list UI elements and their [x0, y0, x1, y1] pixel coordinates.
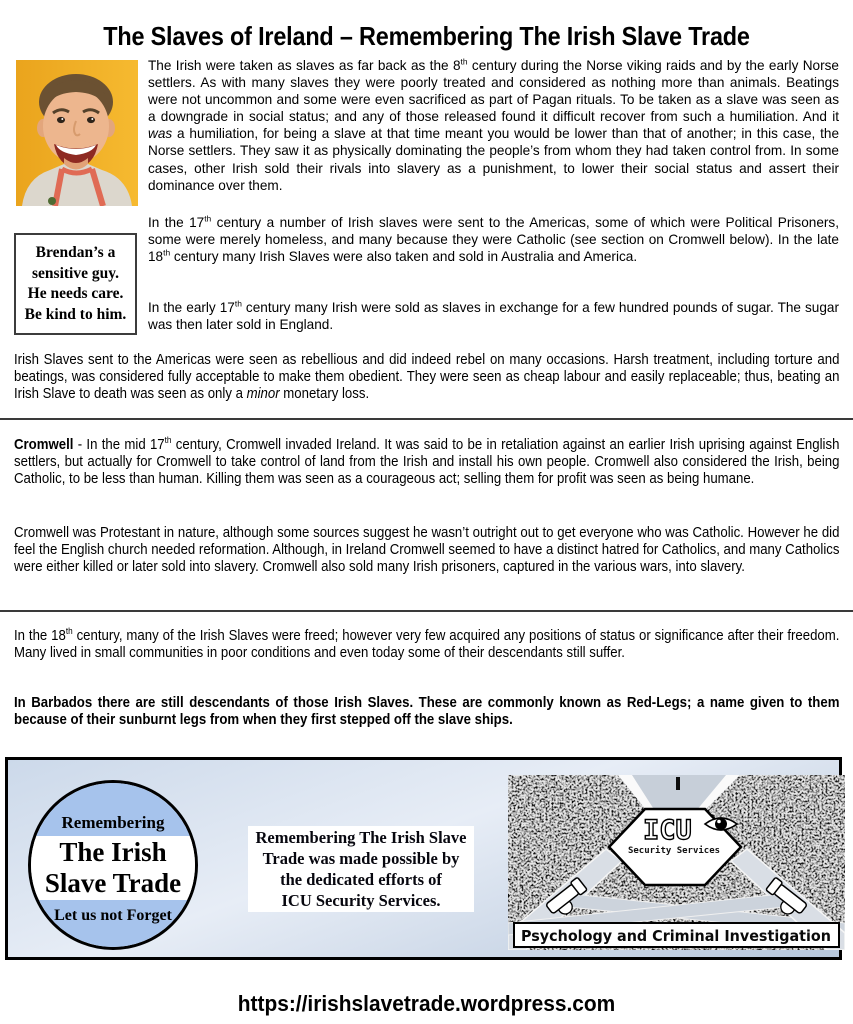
- antenna-icon: [676, 777, 680, 790]
- seal-top-band: Remembering: [31, 783, 195, 836]
- footer-banner: [5, 757, 842, 960]
- credit-line: Trade was made possible by: [262, 849, 460, 868]
- caption-text: Psychology and Criminal Investigation: [521, 927, 831, 945]
- brendan-photo: [16, 60, 138, 206]
- paragraph-cromwell-invasion: Cromwell - In the mid 17th century, Cromwell invaded Ireland. It was said to be in retaliation against an earlier Irish uprising against English settlers, but actually for Cromwell to take control of land from the Irish and install his own people. Cromwell also considered the Irish, being Catholic, to be less than human. Killing them was seen as a courageous act; selling them for profit was seen as being humane.: [14, 435, 840, 488]
- paragraph-cromwell-protestant: Cromwell was Protestant in nature, although some sources suggest he wasn’t outright out to get everyone who was Catholic. However he did feel the English church needed reformation. Although, in Ireland Cromwell seemed to have a distinct hatred for Catholics, and many Catholics were either killed or later sold into slavery. Cromwell also sold many Irish prisoners, captured in the various wars, into slavery.: [14, 524, 840, 576]
- paragraph-freed-slaves: In the 18th century, many of the Irish Slaves were freed; however very few acquired any positions of status or significance after their freedom. Many lived in small communities in poor conditions and even today some of their descendants still suffer.: [14, 626, 840, 662]
- paragraph-norse-era: The Irish were taken as slaves as far back as the 8th century during the Norse viking raids and by the early Norse settlers. As with many slaves they were poorly treated and considered as nothing more than animals. Beatings were not uncommon and some were even sacrificed as part of Pagan rituals. To be taken as a slave was seen as a downgrade in social status; and any of those released found it difficult recover from such a humiliation. And it was a humiliation, for being a slave at that time meant you would be lower than that of another; in this case, the Norse settlers. They saw it as physically dominating the people’s from whom they had taken control from. In some cases, other Irish sold their rivals into slavery as a punishment, to lower their social status and assert their dominance over them.: [148, 56, 839, 193]
- icu-subtitle-text: Security Services: [627, 846, 721, 856]
- credit-line: the dedicated efforts of: [280, 870, 442, 889]
- icu-security-graphic: [508, 775, 845, 950]
- site-url: https://irishslavetrade.wordpress.com: [237, 991, 616, 1016]
- credit-line: Remembering The Irish Slave: [255, 828, 467, 847]
- remembrance-seal: [28, 780, 198, 950]
- seal-bottom-band: Let us not Forget: [31, 900, 195, 950]
- page-title: The Slaves of Ireland – Remembering The Irish Slave Trade: [103, 21, 750, 52]
- section-divider: [0, 418, 853, 420]
- paragraph-barbados-redlegs: In Barbados there are still descendants of those Irish Slaves. These are commonly known as Red-Legs; a name given to them because of their sunburnt legs from when they first stepped off the slave ships.: [14, 694, 840, 729]
- seal-title: The Irish Slave Trade: [31, 836, 195, 900]
- brendan-photo-art: [16, 60, 138, 206]
- paragraph-americas: In the 17th century a number of Irish slaves were sent to the Americas, some of which were Political Prisoners, some were merely homeless, and many because they were Catholic (see section on Cromwell below). In the late 18th century many Irish Slaves were also taken and sold in Australia and America.: [148, 213, 839, 265]
- section-divider: [0, 610, 853, 612]
- icu-logo-text: ICU: [643, 815, 692, 846]
- paragraph-sugar: In the early 17th century many Irish were sold as slaves in exchange for a few hundred pounds of sugar. The sugar was then later sold in England.: [148, 298, 840, 333]
- credit-box: [248, 826, 474, 912]
- paragraph-rebellious: Irish Slaves sent to the Americas were seen as rebellious and did indeed rebel on many occasions. Harsh treatment, including torture and beatings, was considered fully acceptable to make them obedient. They were seen as cheap labour and easily replaceable; thus, beating an Irish Slave to death was seen as only a minor monetary loss.: [14, 351, 840, 403]
- credit-line: ICU Security Services.: [281, 891, 441, 910]
- note-line: Brendan’s a: [35, 244, 116, 261]
- brendan-note-box: [14, 233, 137, 335]
- note-line: He needs care.: [27, 285, 124, 302]
- note-line: Be kind to him.: [24, 305, 127, 323]
- note-line: sensitive guy.: [32, 264, 119, 282]
- badge-dot: [48, 197, 56, 205]
